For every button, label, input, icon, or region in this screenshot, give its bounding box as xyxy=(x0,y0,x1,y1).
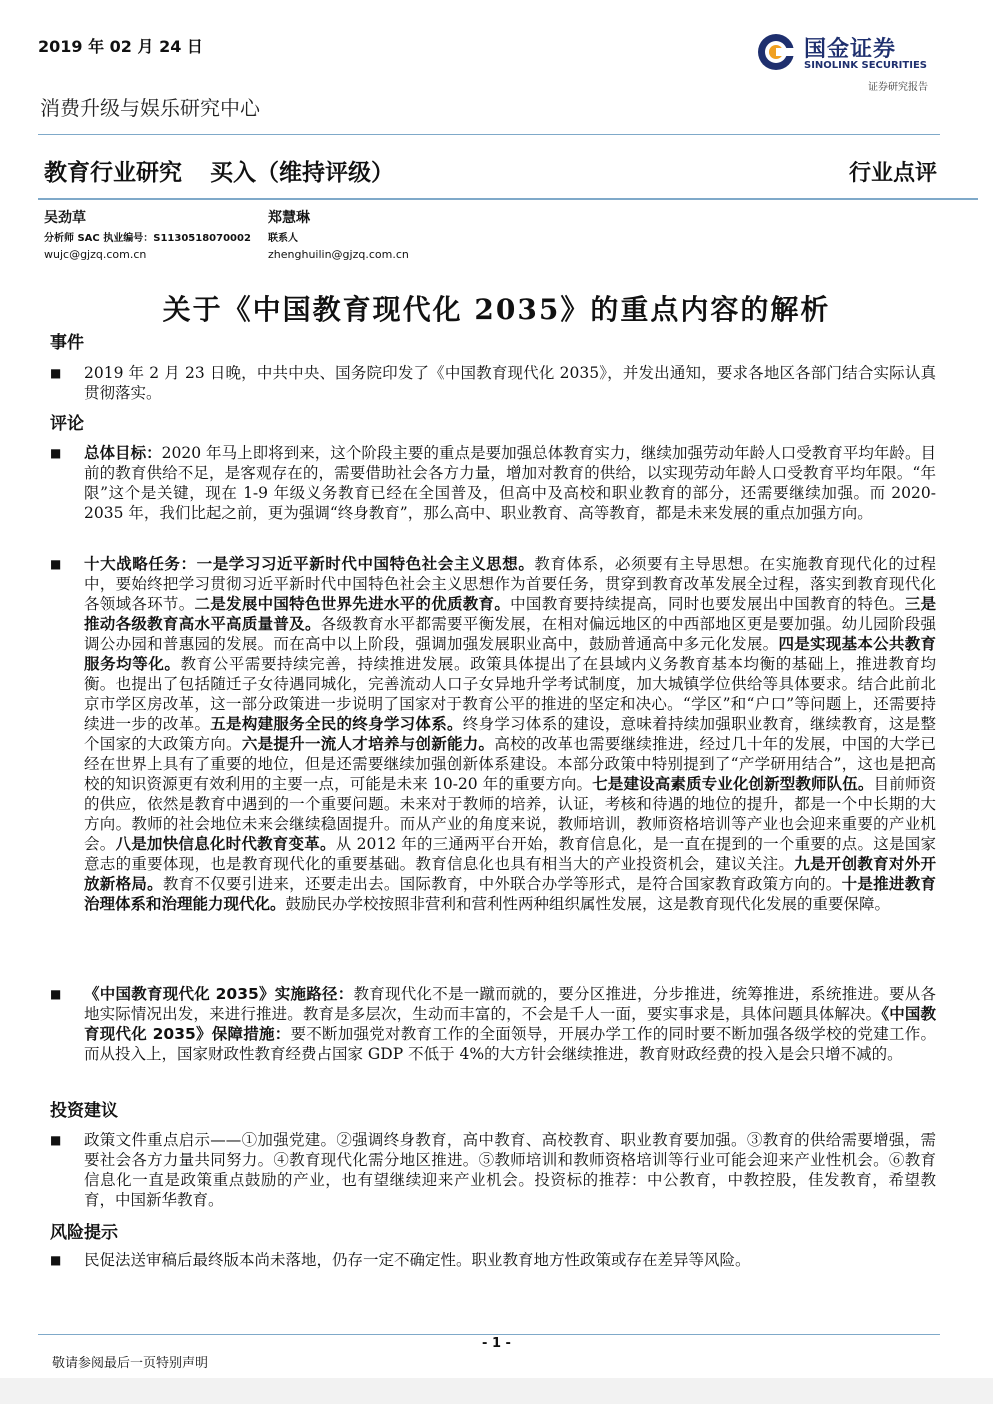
invest-paragraph: 政策文件重点启示——①加强党建。②强调终身教育，高中教育、高校教育、职业教育要加强。③教育的供给需要增强，需要社会各方力量共同努力。④教育现代化需分地区推进。⑤教师培训和教师资格培训等行业可能会迎来产业性机会。⑥教育信息化一直是政策重点鼓励的产业，也有望继续迎来产业机会。投资标的推荐：中公教育，中教控股，佳发教育，希望教育，中国新华教育。 xyxy=(84,1131,936,1209)
text-run: 各级教育水平都需要平衡发展，在相对偏远地区的中西部地区更是要加强。幼儿园阶段强调公办园和普惠园的发展。而在高中以上阶段，强调加强发展职业高中，鼓励普通高中多元化发展。 xyxy=(84,615,936,653)
logo-cn-text: 国金证券 xyxy=(804,37,897,62)
analyst-cert: S1130518070002 xyxy=(153,233,251,244)
logo-emblem-icon xyxy=(756,32,796,72)
comment-paragraph-2 xyxy=(84,554,936,914)
bullet-icon: ■ xyxy=(50,1133,62,1147)
text-run: 终身学习体系的建设，意味着持续加强职业教育，继续教育，这是整个国家的大政策方向。 xyxy=(84,715,936,753)
comment-paragraph-3 xyxy=(84,984,936,1064)
analyst-email[interactable]: wujc@gjzq.com.cn xyxy=(44,248,147,261)
bottom-bar xyxy=(0,1378,993,1404)
section-heading-invest: 投资建议 xyxy=(50,1101,118,1121)
text-run: 教育不仅要引进来，还要走出去。国际教育，中外联合办学等形式，是符合国家教育政策方向的。 xyxy=(162,875,842,893)
analyst-block xyxy=(44,210,251,263)
bold-phrase: 七是建设高素质专业化创新型教师队伍。 xyxy=(592,775,874,793)
bold-phrase: 十是推进教育治理体系和治理能力现代化。 xyxy=(84,875,936,913)
divider xyxy=(38,1334,940,1335)
text-run: 中国教育要持续提高，同时也要发展出中国教育的特色。 xyxy=(510,595,905,613)
analyst-cert-label: 联系人 xyxy=(268,233,298,244)
divider xyxy=(38,134,940,135)
bold-phrase: 《中国教育现代化 2035》保障措施： xyxy=(84,1005,936,1043)
risk-paragraph: 民促法送审稿后最终版本尚未落地，仍存一定不确定性。职业教育地方性政策或存在差异等风险。 xyxy=(84,1251,751,1269)
bullet-icon: ■ xyxy=(50,366,62,380)
bold-phrase: 九是开创教育对外开放新格局。 xyxy=(84,855,936,893)
bold-phrase: 六是提升一流人才培养与创新能力。 xyxy=(241,735,495,753)
analyst-name: 郑慧琳 xyxy=(268,210,310,226)
section-heading-risk: 风险提示 xyxy=(50,1223,118,1243)
footer-disclaimer: 敬请参阅最后一页特别声明 xyxy=(52,1356,209,1371)
industry-label: 教育行业研究 xyxy=(44,160,182,186)
section-heading-comment: 评论 xyxy=(50,414,84,434)
text-run: 从 2012 年的三通两平台开始，教育信息化，是一直在提到的一个重要的点。这是国家意志的重要体现，也是教育现代化的重要基础。教育信息化也具有相当大的产业投资机会，建议关注。 xyxy=(84,835,936,873)
report-type: 行业点评 xyxy=(848,160,937,186)
analyst-email[interactable]: zhenghuilin@gjzq.com.cn xyxy=(268,248,409,261)
logo-en-text: SINOLINK SECURITIES xyxy=(804,60,927,71)
industry-rating-line xyxy=(44,154,422,187)
bold-phrase: 二是发展中国特色世界先进水平的优质教育。 xyxy=(194,595,511,613)
bold-phrase: 三是推动各级教育高水平高质量普及。 xyxy=(84,595,936,633)
text-run: 教育体系，必须要有主导思想。在实施教育现代化的过程中，要始终把学习贯彻习近平新时代中国特色社会主义思想作为首要任务，贯穿到教育改革发展全过程，落实到教育现代化各领域各环节。 xyxy=(84,555,936,613)
bullet-icon: ■ xyxy=(50,987,62,1001)
bold-phrase: 十大战略任务：一是学习习近平新时代中国特色社会主义思想。 xyxy=(84,555,535,573)
bold-phrase: 《中国教育现代化 2035》实施路径： xyxy=(84,985,354,1003)
text-run: 要不断加强党对教育工作的全面领导，开展办学工作的同时要不断加强各级学校的党建工作。而从投入上，国家财政性教育经费占国家 GDP 不低于 4%的大方针会继续推进，教育财政经费的投入是会只增不减的。 xyxy=(84,1025,936,1063)
bold-phrase: 总体目标： xyxy=(84,444,162,462)
analyst-cert-label: 分析师 SAC 执业编号： xyxy=(44,233,154,244)
comment-paragraph-1 xyxy=(84,443,936,523)
logo-subtitle: 证券研究报告 xyxy=(868,82,928,93)
section-heading-event: 事件 xyxy=(50,333,84,353)
rating-label: 买入（维持评级） xyxy=(210,160,394,186)
report-title: 关于《中国教育现代化 2035》的重点内容的解析 xyxy=(162,293,831,326)
text-run: 高校的改革也需要继续推进，经过几十年的发展，中国的大学已经在世界上具有了重要的地位，但是还需要继续加强创新体系建设。本部分政策中特别提到了“产学研用结合”，这也是把高校的知识资源更有效利用的主要一点，可能是未来 10-20 年的重要方向。 xyxy=(84,735,936,793)
research-center: 消费升级与娱乐研究中心 xyxy=(40,96,260,120)
event-paragraph: 2019 年 2 月 23 日晚，中共中央、国务院印发了《中国教育现代化 2035》，并发出通知，要求各地区各部门结合实际认真贯彻落实。 xyxy=(84,364,936,402)
text-run: 2020 年马上即将到来，这个阶段主要的重点是要加强总体教育实力，继续加强劳动年龄人口受教育平均年龄。目前的教育供给不足，是客观存在的，需要借助社会各方力量，增加对教育的供给，以实现劳动年龄人口受教育平均年限。“年限”这个是关键，现在 1-9 年级义务教育已经在全国普及，但高中及高校和职业教育的部分，还需要继续加强。而 2020-2035 年，我们比起之前，更为强调“终身教育”，那么高中、职业教育、高等教育，都是未来发展的重点加强方向。 xyxy=(84,444,936,522)
bullet-icon: ■ xyxy=(50,446,62,460)
text-run: 教育现代化不是一蹴而就的，要分区推进，分步推进，统筹推进，系统推进。要从各地实际情况出发，来进行推进。教育是多层次，生动而丰富的，不会是千人一面，要实事求是，具体问题具体解决。 xyxy=(84,985,936,1023)
bold-phrase: 五是构建服务全民的终身学习体系。 xyxy=(210,715,463,733)
page-number: - 1 - xyxy=(482,1336,511,1351)
analyst-block xyxy=(268,210,409,263)
bullet-icon: ■ xyxy=(50,557,62,571)
analyst-name: 吴劲草 xyxy=(44,210,86,226)
bold-phrase: 八是加快信息化时代教育变革。 xyxy=(115,835,336,853)
text-run: 目前师资的供应，依然是教育中遇到的一个重要问题。未来对于教师的培养，认证，考核和待遇的地位的提升，都是一个中长期的大方向。教师的社会地位未来会继续稳固提升。而从产业的角度来说，教师培训，教师资格培训等产业也会迎来重要的产业机会。 xyxy=(84,775,936,853)
company-logo xyxy=(756,32,956,92)
bold-phrase: 四是实现基本公共教育服务均等化。 xyxy=(84,635,936,673)
text-run: 教育公平需要持续完善，持续推进发展。政策具体提出了在县域内义务教育基本均衡的基础上，推进教育均衡。也提出了包括随迁子女待遇同城化，完善流动人口子女异地升学考试制度，加大城镇学位供给等具体要求。结合此前北京市学区房改革，这一部分政策进一步说明了国家对于教育公平的推进的坚定和决心。“学区”和“户口”等问题上，还需要持续进一步的改革。 xyxy=(84,655,936,733)
text-run: 鼓励民办学校按照非营利和营利性两种组织属性发展，这是教育现代化发展的重要保障。 xyxy=(285,895,891,913)
report-date: 2019 年 02 月 24 日 xyxy=(38,37,203,56)
divider xyxy=(38,198,978,200)
bullet-icon: ■ xyxy=(50,1253,62,1267)
